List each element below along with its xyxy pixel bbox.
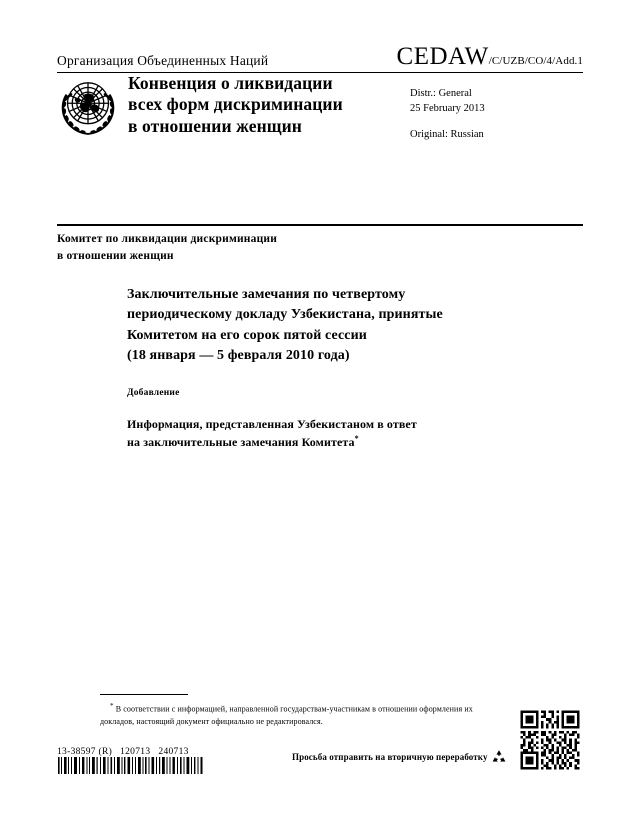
document-symbol-main: CEDAW [396,43,489,70]
page-title-line-4: (18 января — 5 февраля 2010 года) [127,347,350,363]
document-symbol-suffix: /C/UZB/CO/4/Add.1 [488,55,583,67]
convention-title [128,73,343,137]
recycle-text: Просьба отправить на вторичную переработку [292,752,488,762]
barcode [57,757,205,774]
convention-title-line-3: в отношении женщин [128,115,302,136]
document-symbol [397,44,583,69]
convention-title-band [57,73,583,138]
recycle-icon [491,749,507,765]
original-language: Original: Russian [410,129,484,141]
footnote-body: В соответствии с информацией, направленной государствам-участникам в отношении оформления их докладов, настоящий документ официально не редактировался. [100,704,473,727]
qr-code [518,708,582,772]
page-title-line-1: Заключительные замечания по четвертому [127,287,406,302]
distribution-block [410,86,485,143]
job-number: 13-38597 (R) 120713 240713 [57,747,189,757]
section-divider [57,224,583,226]
footnote-text [100,701,500,728]
distribution-type: Distr.: General [410,88,472,99]
page-title-line-2: периодическому докладу Узбекистана, принятые [127,307,443,323]
convention-title-line-2: всех форм дискриминации [128,94,343,115]
un-emblem [57,76,119,138]
main-content-block [127,285,547,451]
page-subtitle-line-2 [127,433,547,451]
page-subtitle-line-1: Информация, представленная Узбекистаном в ответ [127,417,417,432]
committee-name-line-2: в отношении женщин [57,250,174,263]
masthead [57,44,583,73]
footnote-marker: * [110,702,114,710]
document-date: 25 February 2013 [410,103,485,115]
footnote [100,694,500,728]
footnote-reference-marker: * [354,434,359,444]
organization-name: Организация Объединенных Наций [57,52,269,68]
masthead-row [57,44,583,69]
page-title-line-3: Комитетом на его сорок пятой сессии [127,327,367,343]
footnote-divider [100,694,188,695]
convention-title-line-1: Конвенция о ликвидации [128,73,333,93]
page-subtitle-line-2-text: на заключительные замечания Комитета [127,435,355,450]
page-subtitle [127,415,547,451]
distribution-spacer [410,116,485,127]
addendum-label: Добавление [127,388,180,399]
committee-name-line-1: Комитет по ликвидации дискриминации [57,233,278,245]
page-title [127,285,547,366]
committee-name [57,231,457,266]
recycle-notice [292,749,507,765]
